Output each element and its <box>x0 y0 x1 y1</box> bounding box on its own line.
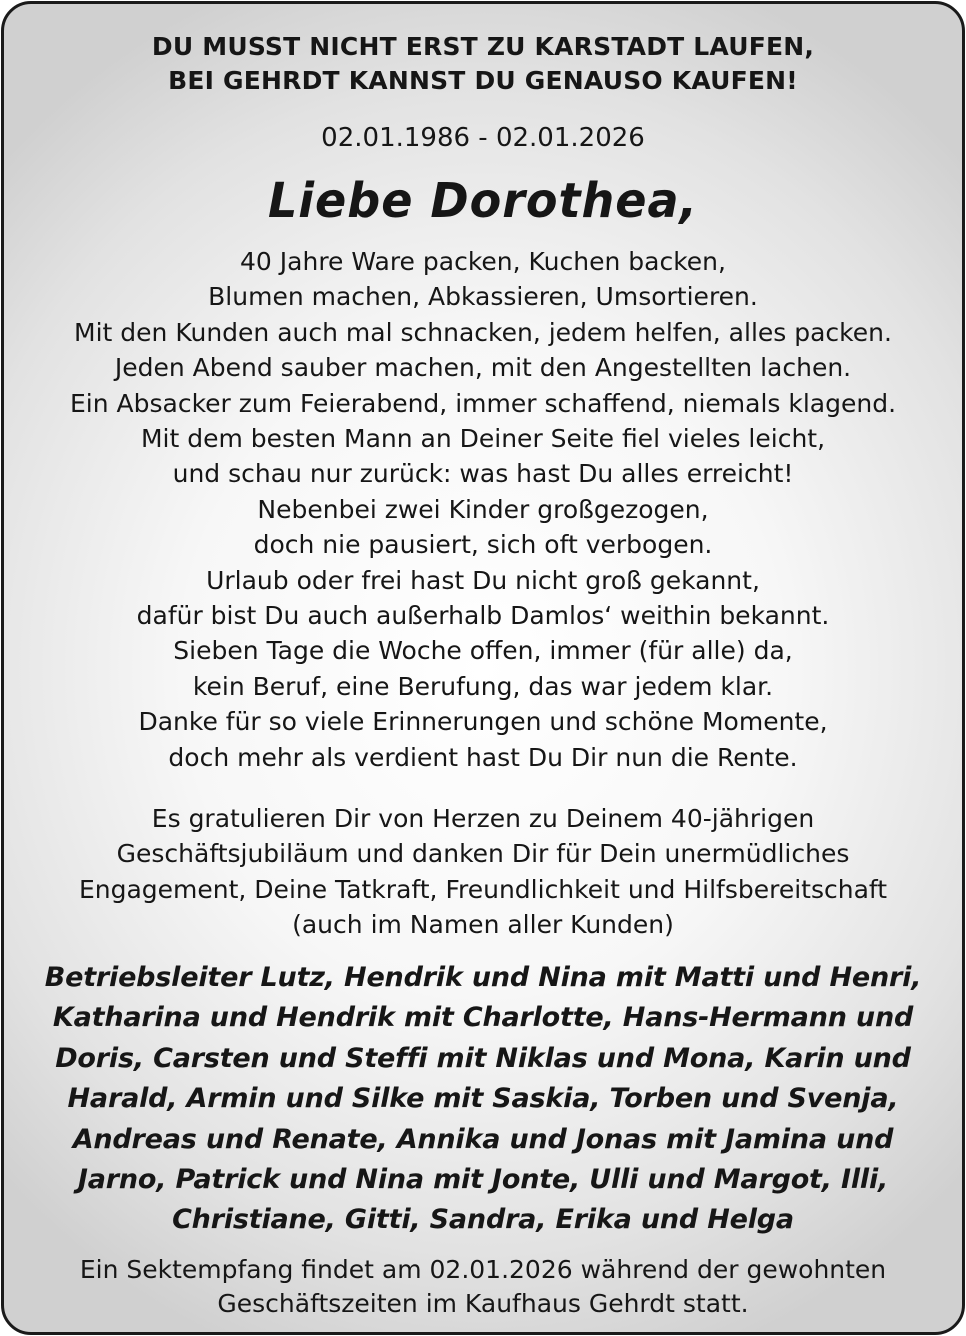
congratulations-line: Geschäftsjubiläum und danken Dir für Dein unermüdliches <box>116 839 850 869</box>
poem-line: kein Beruf, eine Berufung, das war jedem klar. <box>192 671 774 701</box>
congratulations-line: Engagement, Deine Tatkraft, Freundlichkeit und Hilfsbereitschaft <box>78 874 888 904</box>
poem-line: Mit dem besten Mann an Deiner Seite fiel vieles leicht, <box>140 424 826 454</box>
signatories-line: Andreas und Renate, Annika und Jonas mit Jamina und <box>72 1123 894 1155</box>
congratulations-text <box>4 801 962 943</box>
poem-line: 40 Jahre Ware packen, Kuchen backen, <box>240 247 726 276</box>
date-range: 02.01.1986 - 02.01.2026 <box>321 123 645 153</box>
poem-line: und schau nur zurück: was hast Du alles erreicht! <box>172 459 794 489</box>
salutation-heading: Liebe Dorothea, <box>267 173 699 229</box>
signatories-line: Katharina und Hendrik mit Charlotte, Hans-Hermann und <box>52 1002 914 1034</box>
signatories-line: Betriebsleiter Lutz, Hendrik und Nina mit Matti und Henri, <box>44 962 922 993</box>
signatories-line: Jarno, Patrick und Nina mit Jonte, Ulli und Margot, Illi, <box>77 1164 889 1196</box>
signatories-line: Doris, Carsten und Steffi mit Niklas und Mona, Karin und <box>55 1042 911 1074</box>
poem-line: Ein Absacker zum Feierabend, immer schaffend, niemals klagend. <box>69 388 897 418</box>
reception-notice-line: Ein Sektempfang findet am 02.01.2026 während der gewohnten <box>79 1255 887 1284</box>
slogan-line: DU MUSST NICHT ERST ZU KARSTADT LAUFEN, <box>151 32 815 61</box>
poem-line: Blumen machen, Abkassieren, Umsortieren. <box>208 282 758 312</box>
reception-notice <box>4 1253 962 1321</box>
signatories-list <box>4 958 962 1241</box>
poem-line: doch mehr als verdient hast Du Dir nun die Rente. <box>168 742 798 772</box>
poem-line: Sieben Tage die Woche offen, immer (für alle) da, <box>173 636 793 666</box>
congratulations-line: Es gratulieren Dir von Herzen zu Deinem 40-jährigen <box>151 804 815 833</box>
slogan-heading <box>4 30 962 98</box>
congratulations-line: (auch im Namen aller Kunden) <box>292 910 674 940</box>
signatories-line: Harald, Armin und Silke mit Saskia, Torben und Svenja, <box>67 1083 899 1115</box>
poem-line: Urlaub oder frei hast Du nicht groß gekannt, <box>206 565 760 595</box>
poem-text <box>4 244 962 775</box>
slogan-line: BEI GEHRDT KANNST DU GENAUSO KAUFEN! <box>168 66 798 95</box>
poem-line: dafür bist Du auch außerhalb Damlos‘ weithin bekannt. <box>136 601 830 631</box>
poem-line: Danke für so viele Erinnerungen und schöne Momente, <box>138 707 828 737</box>
reception-notice-line: Geschäftszeiten im Kaufhaus Gehrdt statt. <box>217 1289 749 1318</box>
poem-line: Mit den Kunden auch mal schnacken, jedem helfen, alles packen. <box>74 317 892 347</box>
anniversary-announcement-card <box>1 1 965 1335</box>
poem-line: doch nie pausiert, sich oft verbogen. <box>253 530 713 560</box>
poem-line: Jeden Abend sauber machen, mit den Angestellten lachen. <box>114 353 852 383</box>
signatories-line: Christiane, Gitti, Sandra, Erika und Helga <box>172 1204 794 1236</box>
poem-line: Nebenbei zwei Kinder großgezogen, <box>257 494 709 524</box>
